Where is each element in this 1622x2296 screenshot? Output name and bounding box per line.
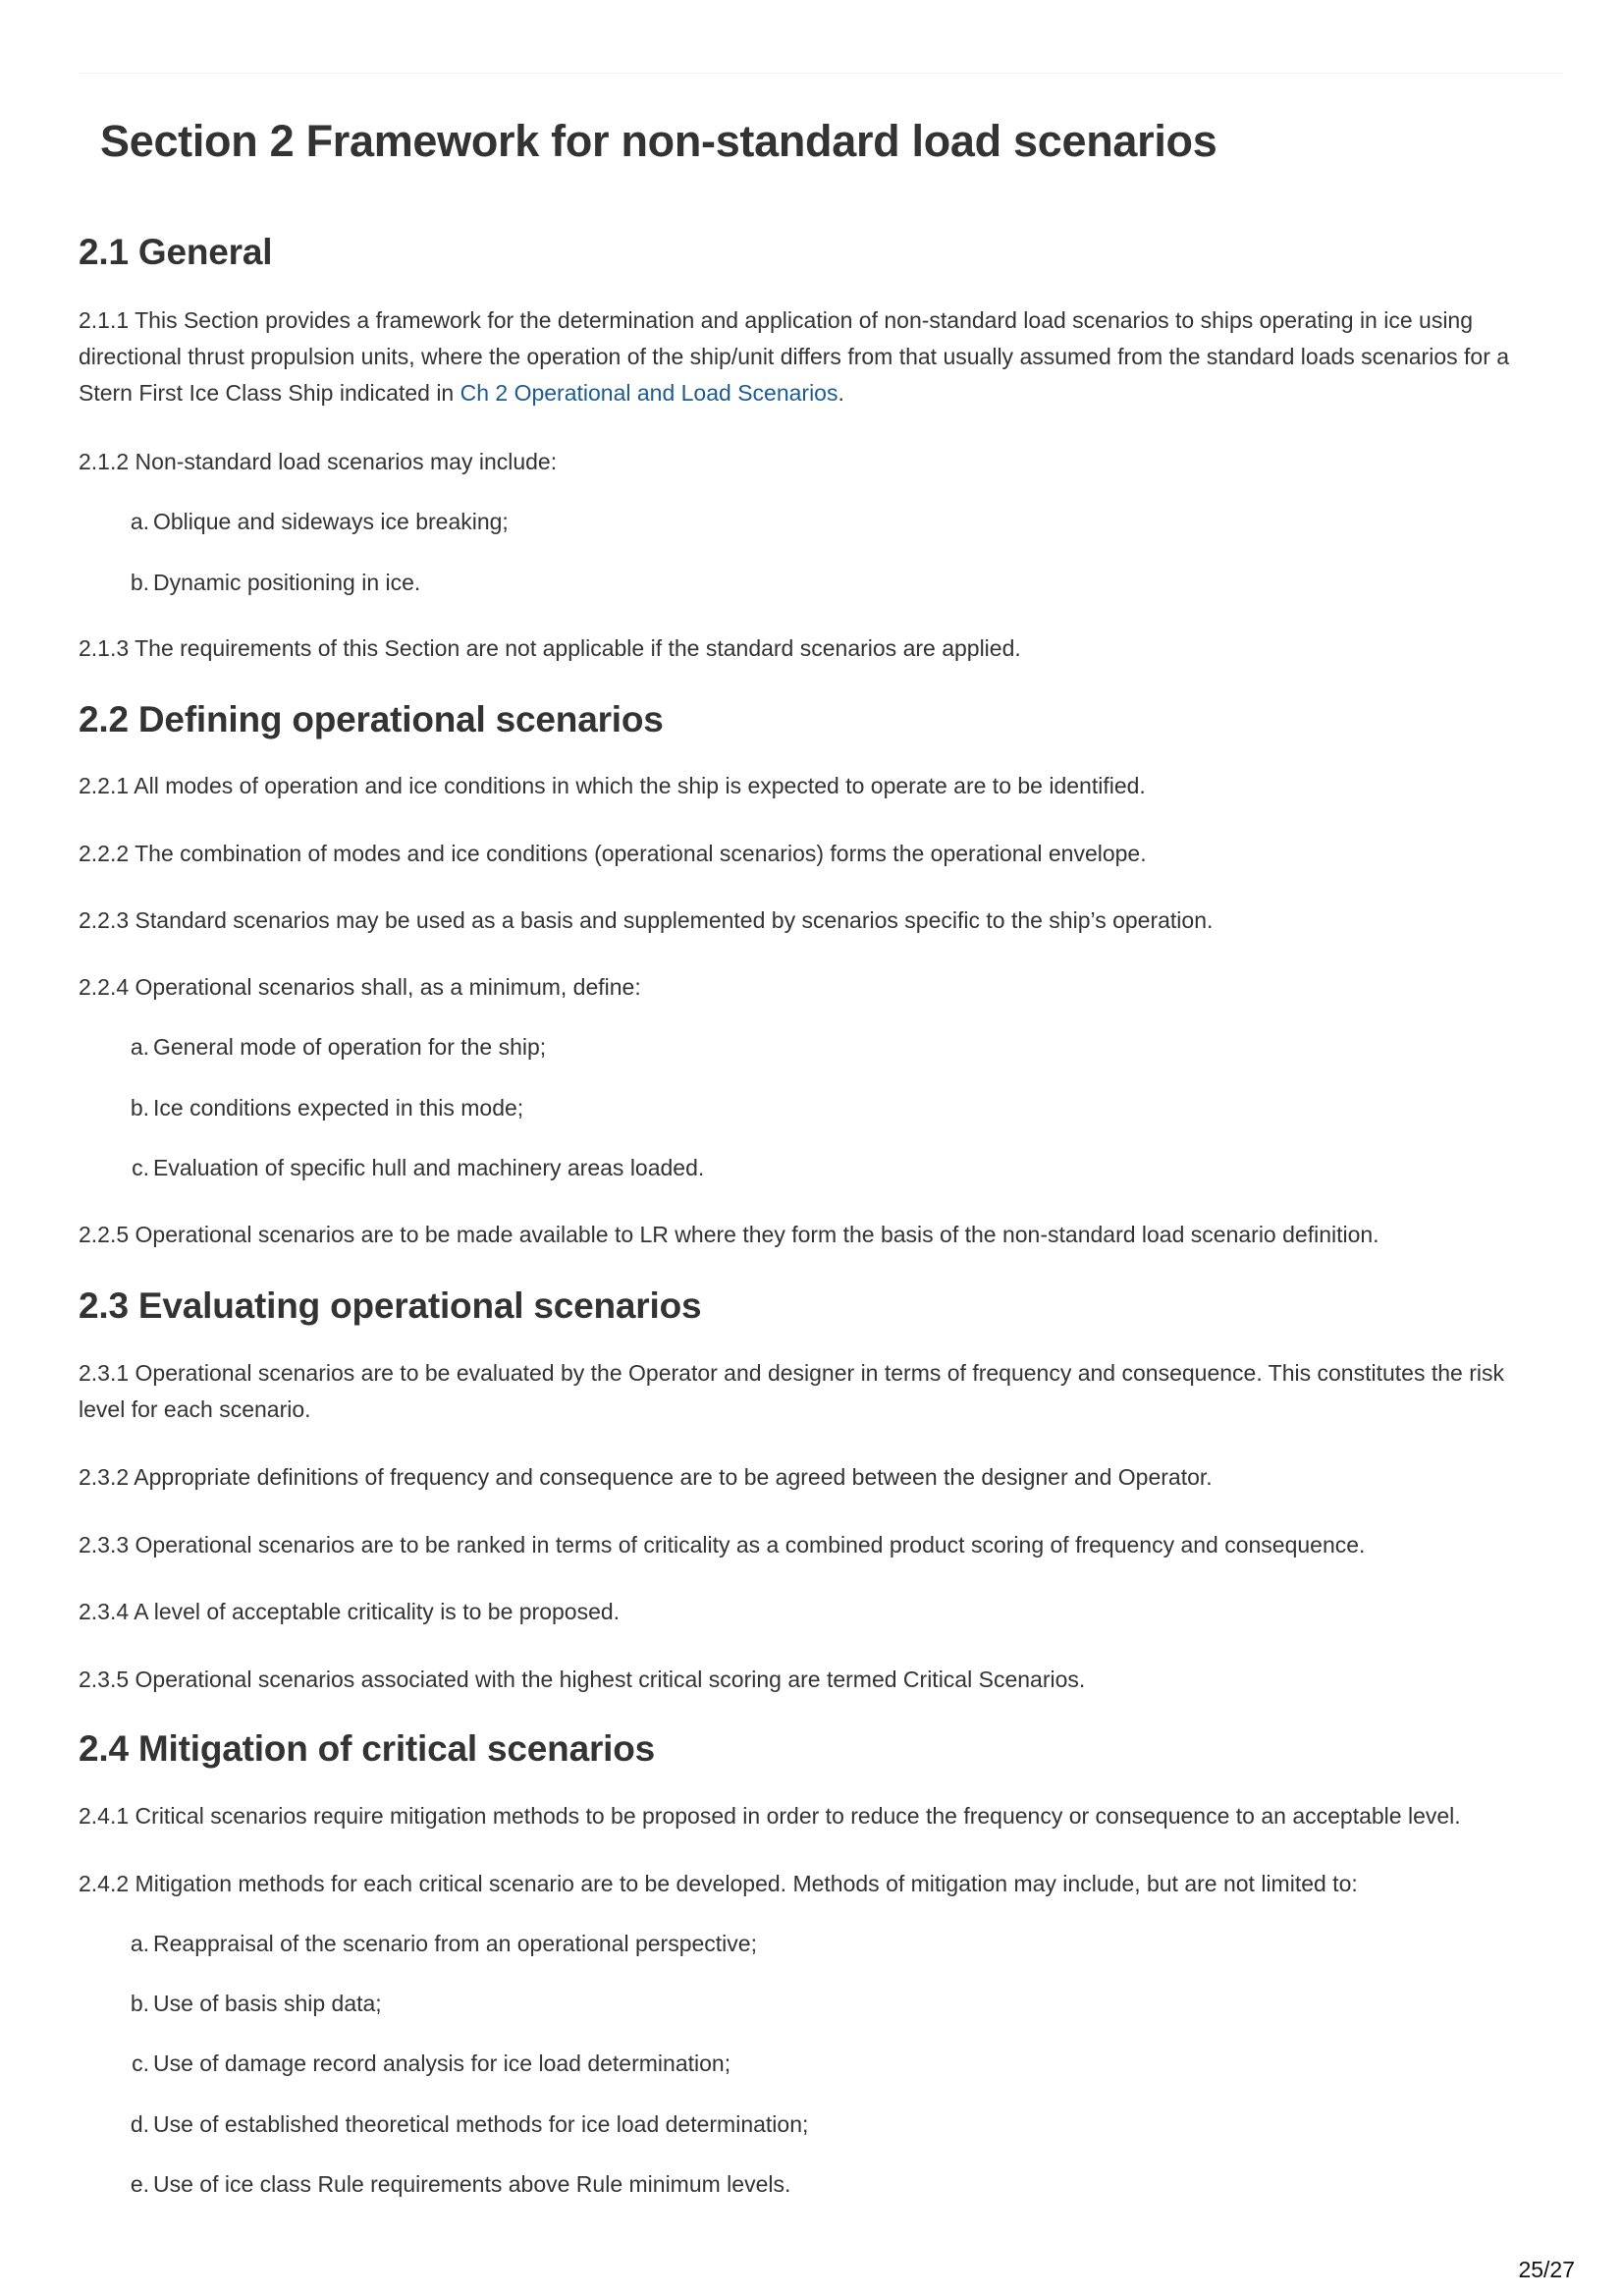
paragraph-2-3-5: 2.3.5 Operational scenarios associated with the highest critical scoring are termed Critical Scenarios. (79, 1667, 1086, 1692)
page-number: 25/27 (1518, 2257, 1575, 2282)
list-marker: c. (132, 1155, 149, 1180)
list-item-text: Dynamic positioning in ice. (153, 570, 421, 595)
heading-2-3: 2.3 Evaluating operational scenarios (79, 1285, 702, 1326)
list-item-text: Use of basis ship data; (153, 1991, 382, 2016)
header-divider (79, 73, 1563, 74)
list-item-text: Oblique and sideways ice breaking; (153, 509, 509, 534)
heading-2-4: 2.4 Mitigation of critical scenarios (79, 1728, 656, 1769)
list-item (128, 1986, 382, 2022)
paragraph-2-1-1-text: 2.1.1 This Section provides a framework for the determination and application of non-standard load scenarios to ships operating in ice using directional thrust propulsion units, where the operation of the ship/unit differs from that usually assumed from the standard loads scenarios for a Stern First Ice Class Ship indicated in (79, 307, 1510, 406)
list-marker: a. (130, 509, 149, 534)
list-item (128, 2166, 790, 2203)
list-item-text: Reappraisal of the scenario from an operational perspective; (153, 1931, 757, 1956)
list-item-text: Evaluation of specific hull and machinery areas loaded. (153, 1155, 705, 1180)
list-marker: b. (130, 570, 149, 595)
list-item-text: Ice conditions expected in this mode; (153, 1095, 524, 1121)
list-marker: d. (130, 2111, 149, 2137)
list-marker: b. (130, 1991, 149, 2016)
list-marker: e. (130, 2171, 149, 2197)
page-title: Section 2 Framework for non-standard load scenarios (100, 116, 1217, 166)
list-item (128, 1090, 523, 1126)
paragraph-2-4-1: 2.4.1 Critical scenarios require mitigation methods to be proposed in order to reduce the frequency or consequence to an acceptable level. (79, 1803, 1461, 1829)
paragraph-2-3-4: 2.3.4 A level of acceptable criticality is to be proposed. (79, 1599, 621, 1624)
list-marker: a. (130, 1034, 149, 1060)
paragraph-2-3-2: 2.3.2 Appropriate definitions of frequency and consequence are to be agreed between the designer and Operator. (79, 1464, 1213, 1490)
list-item (128, 1029, 546, 1066)
list-item (128, 504, 509, 540)
paragraph-2-3-3: 2.3.3 Operational scenarios are to be ranked in terms of criticality as a combined product scoring of frequency and consequence. (79, 1532, 1366, 1558)
paragraph-2-1-1 (79, 302, 1551, 411)
list-item-text: Use of ice class Rule requirements above Rule minimum levels. (153, 2171, 791, 2197)
list-item (128, 1150, 704, 1186)
list-item-text: Use of established theoretical methods for ice load determination; (153, 2111, 809, 2137)
list-marker: a. (130, 1931, 149, 1956)
heading-2-2: 2.2 Defining operational scenarios (79, 699, 664, 739)
paragraph-2-3-1: 2.3.1 Operational scenarios are to be evaluated by the Operator and designer in terms of frequency and consequence. This constitutes the risk level for each scenario. (79, 1360, 1504, 1422)
paragraph-2-1-1-end: . (838, 380, 844, 406)
paragraph-2-4-2: 2.4.2 Mitigation methods for each critical scenario are to be developed. Methods of mitigation may include, but are not limited to: (79, 1871, 1358, 1896)
list-item (128, 565, 420, 601)
paragraph-2-2-4: 2.2.4 Operational scenarios shall, as a minimum, define: (79, 974, 641, 1000)
list-item (128, 1926, 757, 1962)
list-item-text: Use of damage record analysis for ice load determination; (153, 2050, 731, 2076)
paragraph-2-2-2: 2.2.2 The combination of modes and ice conditions (operational scenarios) forms the operational envelope. (79, 841, 1147, 866)
list-item (128, 2106, 808, 2143)
heading-2-1: 2.1 General (79, 232, 273, 272)
list-item-text: General mode of operation for the ship; (153, 1034, 547, 1060)
paragraph-2-2-1: 2.2.1 All modes of operation and ice conditions in which the ship is expected to operate are to be identified. (79, 773, 1146, 798)
paragraph-2-1-2: 2.1.2 Non-standard load scenarios may include: (79, 449, 558, 474)
list-marker: b. (130, 1095, 149, 1121)
paragraph-2-1-3: 2.1.3 The requirements of this Section are not applicable if the standard scenarios are applied. (79, 635, 1021, 661)
list-marker: c. (132, 2050, 149, 2076)
link-ch2-operational-load-scenarios[interactable]: Ch 2 Operational and Load Scenarios (460, 380, 838, 406)
paragraph-2-2-5: 2.2.5 Operational scenarios are to be made available to LR where they form the basis of the non-standard load scenario definition. (79, 1222, 1379, 1247)
paragraph-2-2-3: 2.2.3 Standard scenarios may be used as a basis and supplemented by scenarios specific to the ship’s operation. (79, 907, 1214, 933)
list-item (128, 2046, 730, 2082)
